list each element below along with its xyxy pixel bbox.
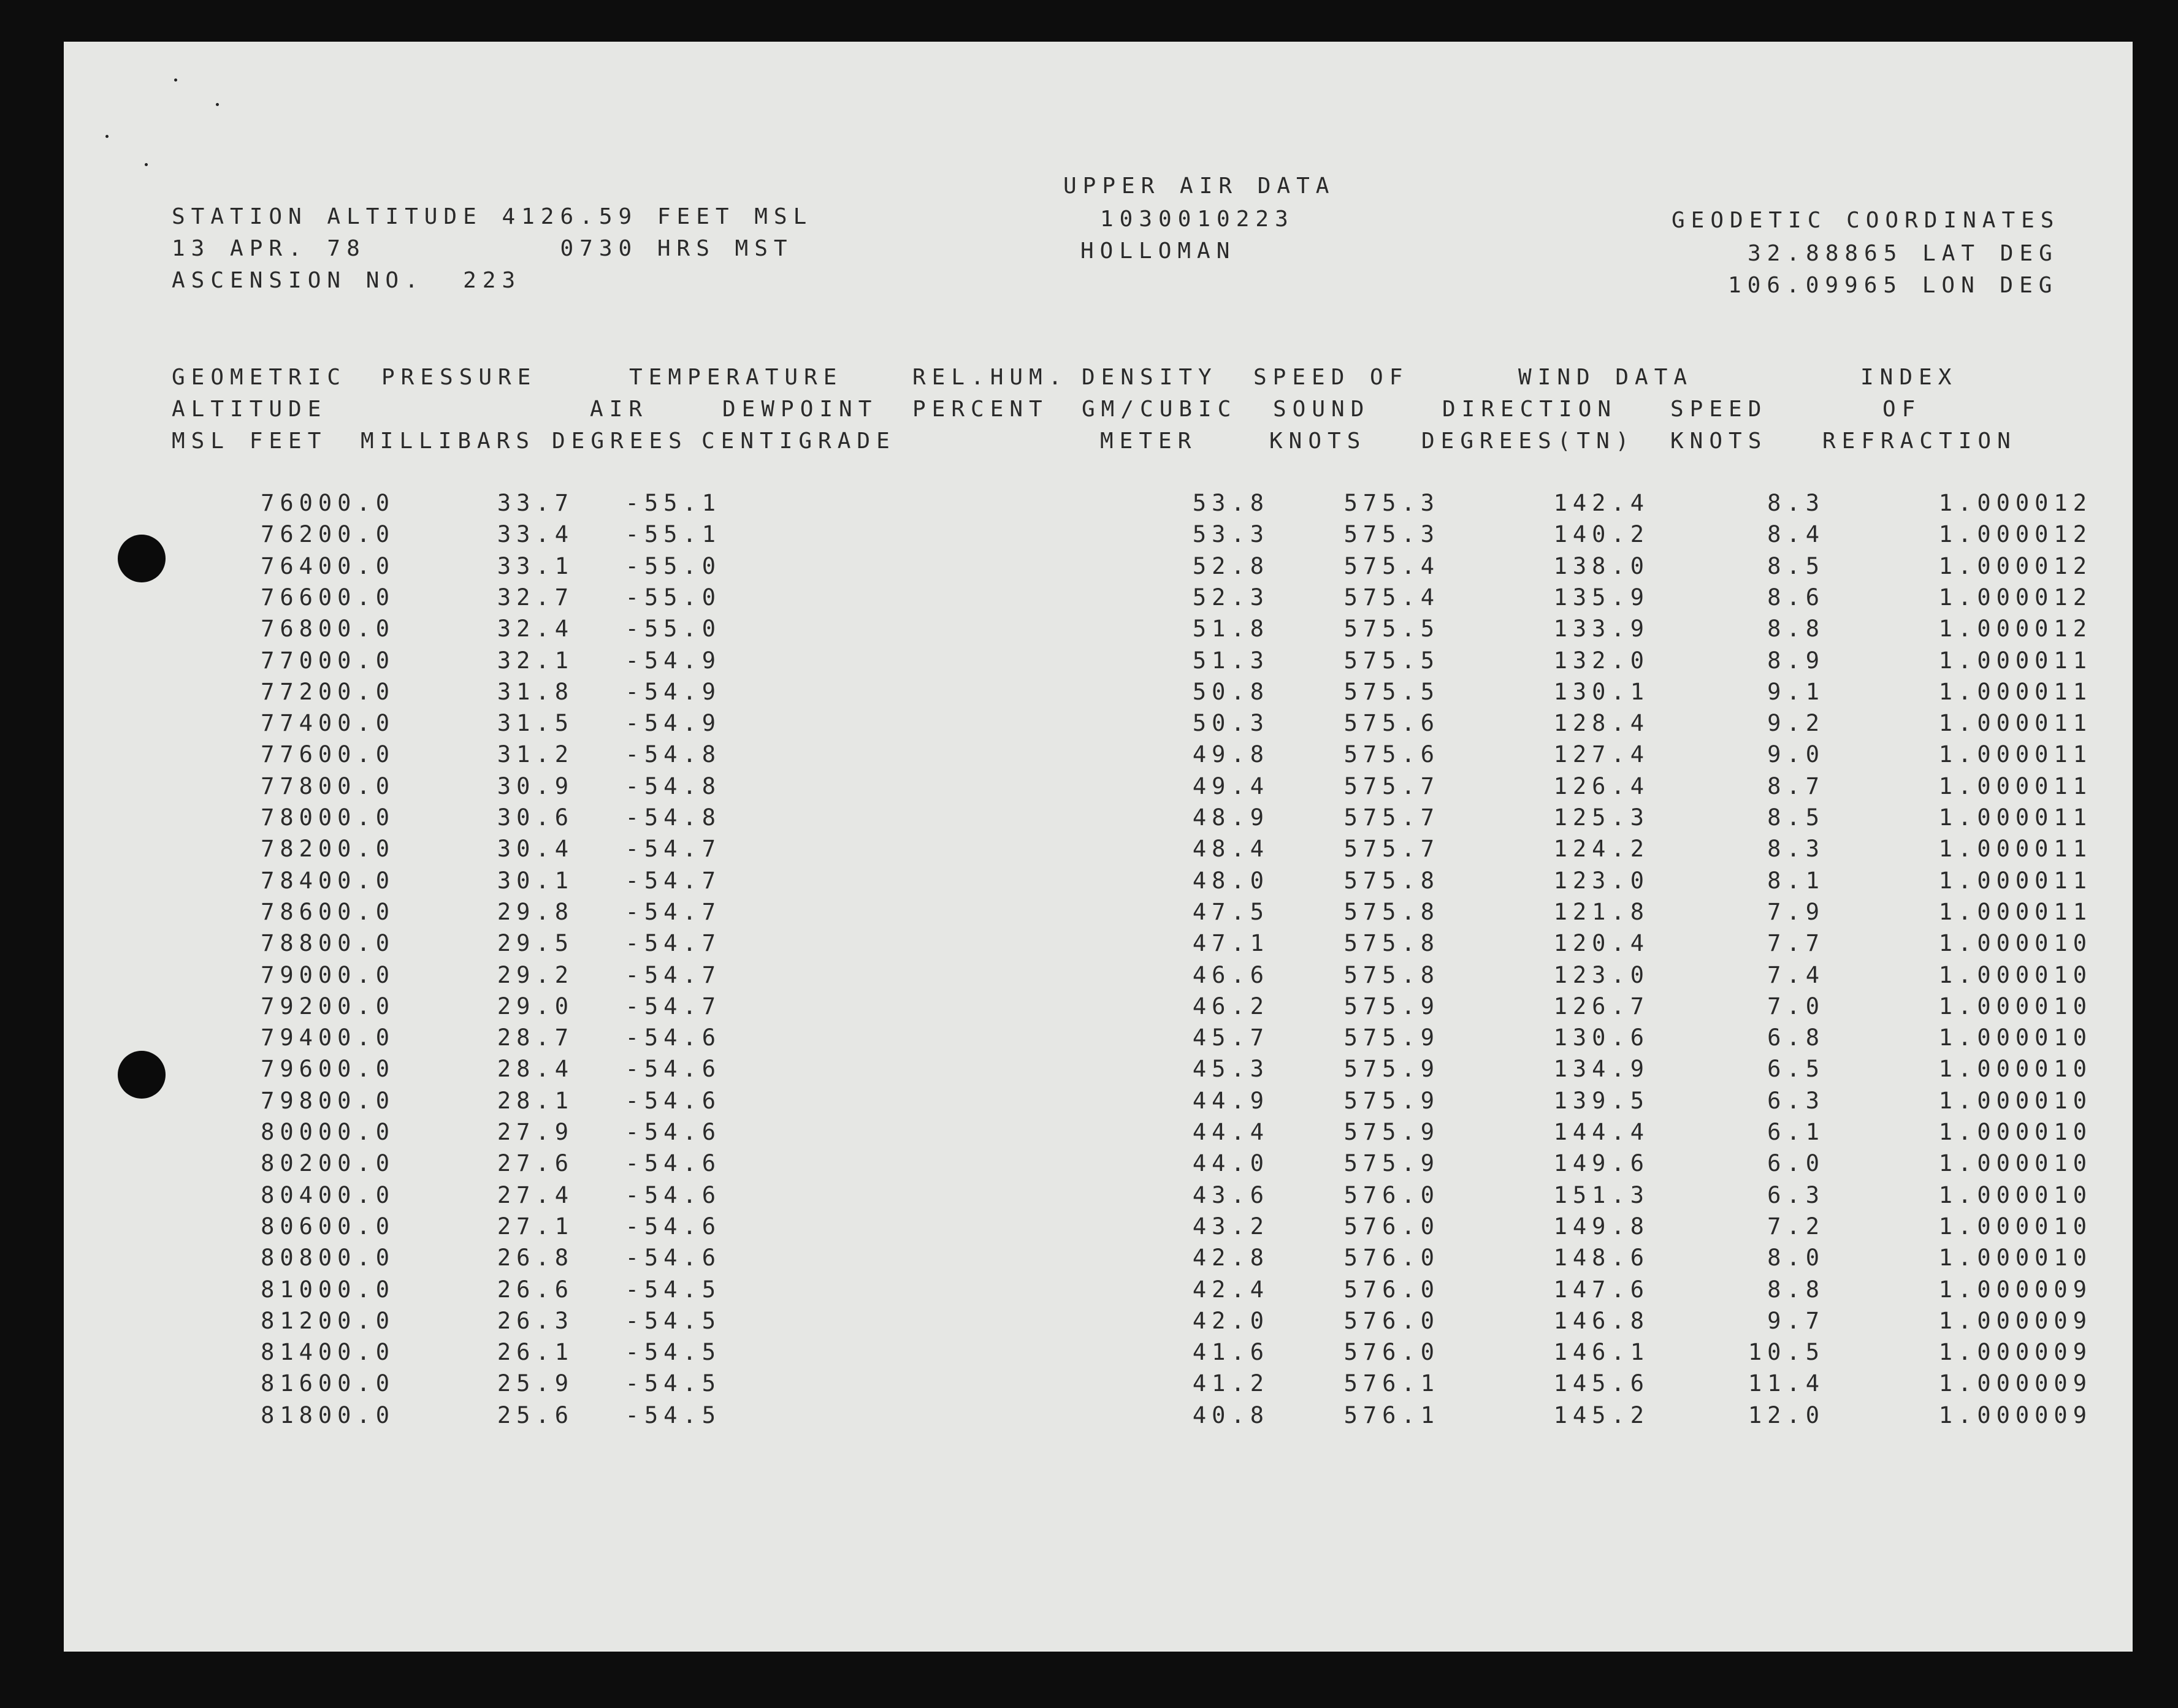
cell-wind-speed: 9.2 (1767, 710, 1825, 737)
cell-air-temp: -55.0 (625, 552, 721, 579)
col-sound: SOUND (1273, 397, 1370, 422)
cell-air-temp: -54.6 (625, 1213, 721, 1240)
cell-air-temp: -55.0 (625, 616, 721, 642)
cell-wind-direction: 130.1 (1553, 678, 1649, 705)
cell-wind-direction: 138.0 (1553, 552, 1649, 579)
cell-pressure: 29.0 (497, 993, 574, 1020)
cell-density: 50.8 (1192, 678, 1269, 705)
cell-pressure: 30.9 (497, 772, 574, 799)
cell-sound-speed: 575.7 (1343, 772, 1440, 799)
col-gm: GM/CUBIC (1082, 397, 1237, 422)
report-id: 1030010223 (1100, 207, 1294, 232)
col-dewpoint: DEWPOINT (722, 397, 878, 422)
cell-wind-speed: 9.1 (1767, 678, 1825, 705)
cell-density: 44.0 (1192, 1150, 1269, 1177)
cell-refraction-index: 1.000011 (1938, 647, 2092, 674)
cell-density: 47.1 (1192, 930, 1269, 957)
station-altitude: STATION ALTITUDE 4126.59 FEET MSL (172, 204, 813, 229)
cell-density: 42.8 (1192, 1245, 1269, 1271)
cell-wind-direction: 126.7 (1553, 993, 1649, 1020)
cell-air-temp: -55.1 (625, 490, 721, 516)
cell-altitude: 80400.0 (261, 1181, 395, 1208)
cell-altitude: 79200.0 (261, 993, 395, 1020)
cell-refraction-index: 1.000010 (1938, 993, 2092, 1020)
col-pressure: PRESSURE (381, 365, 537, 390)
cell-pressure: 32.4 (497, 616, 574, 642)
cell-pressure: 28.4 (497, 1056, 574, 1083)
cell-altitude: 78800.0 (261, 930, 395, 957)
cell-pressure: 31.5 (497, 710, 574, 737)
cell-density: 44.4 (1192, 1119, 1269, 1145)
cell-sound-speed: 575.7 (1343, 804, 1440, 831)
cell-wind-speed: 6.1 (1767, 1119, 1825, 1145)
cell-wind-direction: 148.6 (1553, 1245, 1649, 1271)
cell-density: 40.8 (1192, 1401, 1269, 1428)
cell-wind-speed: 8.6 (1767, 584, 1825, 611)
longitude: 106.09965 LON DEG (1728, 273, 2058, 298)
cell-density: 51.3 (1192, 647, 1269, 674)
cell-sound-speed: 576.0 (1343, 1276, 1440, 1303)
cell-density: 44.9 (1192, 1087, 1269, 1114)
cell-sound-speed: 575.9 (1343, 1024, 1440, 1051)
cell-pressure: 26.1 (497, 1339, 574, 1366)
cell-wind-direction: 125.3 (1553, 804, 1649, 831)
col-msl: MSL FEET (172, 429, 327, 454)
station-name: HOLLOMAN (1080, 238, 1236, 264)
cell-wind-direction: 130.6 (1553, 1024, 1649, 1051)
cell-altitude: 79800.0 (261, 1087, 395, 1114)
cell-altitude: 80000.0 (261, 1119, 395, 1145)
cell-density: 48.4 (1192, 836, 1269, 863)
cell-refraction-index: 1.000011 (1938, 772, 2092, 799)
col-speed: SPEED (1670, 397, 1768, 422)
cell-wind-direction: 133.9 (1553, 616, 1649, 642)
cell-density: 49.8 (1192, 741, 1269, 768)
cell-altitude: 76400.0 (261, 552, 395, 579)
cell-wind-direction: 139.5 (1553, 1087, 1649, 1114)
cell-air-temp: -54.8 (625, 772, 721, 799)
cell-altitude: 78200.0 (261, 836, 395, 863)
ascension-number: ASCENSION NO. 223 (172, 268, 522, 293)
cell-wind-speed: 8.9 (1767, 647, 1825, 674)
cell-pressure: 28.7 (497, 1024, 574, 1051)
cell-air-temp: -54.7 (625, 867, 721, 894)
cell-density: 49.4 (1192, 772, 1269, 799)
cell-refraction-index: 1.000012 (1938, 521, 2092, 548)
cell-wind-direction: 123.0 (1553, 867, 1649, 894)
cell-altitude: 77200.0 (261, 678, 395, 705)
cell-air-temp: -54.8 (625, 804, 721, 831)
cell-wind-speed: 9.7 (1767, 1307, 1825, 1334)
cell-altitude: 78000.0 (261, 804, 395, 831)
cell-wind-direction: 140.2 (1553, 521, 1649, 548)
col-temperature: TEMPERATURE (629, 365, 843, 390)
cell-wind-speed: 8.5 (1767, 804, 1825, 831)
cell-wind-speed: 6.0 (1767, 1150, 1825, 1177)
cell-refraction-index: 1.000012 (1938, 616, 2092, 642)
cell-pressure: 25.9 (497, 1370, 574, 1397)
cell-pressure: 27.4 (497, 1181, 574, 1208)
cell-air-temp: -54.6 (625, 1087, 721, 1114)
cell-pressure: 27.9 (497, 1119, 574, 1145)
cell-air-temp: -54.7 (625, 836, 721, 863)
cell-wind-direction: 127.4 (1553, 741, 1649, 768)
cell-wind-direction: 149.8 (1553, 1213, 1649, 1240)
col-speedof: SPEED OF (1253, 365, 1409, 390)
cell-altitude: 81800.0 (261, 1401, 395, 1428)
cell-wind-direction: 146.1 (1553, 1339, 1649, 1366)
cell-refraction-index: 1.000012 (1938, 552, 2092, 579)
cell-density: 41.2 (1192, 1370, 1269, 1397)
cell-sound-speed: 576.0 (1343, 1307, 1440, 1334)
cell-density: 43.2 (1192, 1213, 1269, 1240)
cell-altitude: 81600.0 (261, 1370, 395, 1397)
cell-altitude: 76200.0 (261, 521, 395, 548)
cell-refraction-index: 1.000010 (1938, 1150, 2092, 1177)
cell-altitude: 81200.0 (261, 1307, 395, 1334)
cell-refraction-index: 1.000009 (1938, 1401, 2092, 1428)
cell-air-temp: -54.8 (625, 741, 721, 768)
cell-wind-speed: 8.3 (1767, 490, 1825, 516)
cell-altitude: 77000.0 (261, 647, 395, 674)
cell-wind-direction: 145.6 (1553, 1370, 1649, 1397)
cell-refraction-index: 1.000012 (1938, 490, 2092, 516)
cell-altitude: 80600.0 (261, 1213, 395, 1240)
cell-density: 43.6 (1192, 1181, 1269, 1208)
cell-altitude: 79400.0 (261, 1024, 395, 1051)
cell-sound-speed: 575.3 (1343, 521, 1440, 548)
cell-pressure: 25.6 (497, 1401, 574, 1428)
col-geometric: GEOMETRIC (172, 365, 347, 390)
punch-hole-top (118, 535, 166, 582)
col-density: DENSITY (1082, 365, 1218, 390)
cell-wind-speed: 6.3 (1767, 1087, 1825, 1114)
cell-pressure: 31.2 (497, 741, 574, 768)
cell-refraction-index: 1.000011 (1938, 898, 2092, 925)
col-millibars: MILLIBARS (361, 429, 536, 454)
cell-sound-speed: 575.5 (1343, 647, 1440, 674)
cell-sound-speed: 575.8 (1343, 898, 1440, 925)
col-direction: DIRECTION (1442, 397, 1618, 422)
cell-wind-direction: 132.0 (1553, 647, 1649, 674)
cell-air-temp: -54.7 (625, 961, 721, 988)
geodetic-title: GEODETIC COORDINATES (1672, 208, 2060, 233)
cell-wind-speed: 7.7 (1767, 930, 1825, 957)
cell-wind-direction: 128.4 (1553, 710, 1649, 737)
cell-wind-direction: 151.3 (1553, 1181, 1649, 1208)
speck (174, 78, 177, 82)
cell-sound-speed: 575.9 (1343, 993, 1440, 1020)
cell-wind-speed: 8.7 (1767, 772, 1825, 799)
punch-hole-bottom (118, 1051, 166, 1099)
cell-pressure: 26.3 (497, 1307, 574, 1334)
cell-density: 46.2 (1192, 993, 1269, 1020)
cell-density: 53.8 (1192, 490, 1269, 516)
cell-sound-speed: 575.5 (1343, 678, 1440, 705)
cell-sound-speed: 575.7 (1343, 836, 1440, 863)
cell-wind-speed: 11.4 (1748, 1370, 1825, 1397)
cell-air-temp: -54.6 (625, 1119, 721, 1145)
cell-density: 42.0 (1192, 1307, 1269, 1334)
cell-wind-direction: 124.2 (1553, 836, 1649, 863)
cell-altitude: 80200.0 (261, 1150, 395, 1177)
cell-air-temp: -54.9 (625, 710, 721, 737)
cell-sound-speed: 575.6 (1343, 741, 1440, 768)
cell-refraction-index: 1.000009 (1938, 1339, 2092, 1366)
cell-altitude: 81400.0 (261, 1339, 395, 1366)
cell-refraction-index: 1.000011 (1938, 710, 2092, 737)
cell-altitude: 78600.0 (261, 898, 395, 925)
cell-pressure: 30.6 (497, 804, 574, 831)
cell-air-temp: -54.7 (625, 898, 721, 925)
cell-density: 46.6 (1192, 961, 1269, 988)
cell-wind-direction: 120.4 (1553, 930, 1649, 957)
cell-density: 45.7 (1192, 1024, 1269, 1051)
cell-air-temp: -54.5 (625, 1307, 721, 1334)
cell-wind-speed: 8.0 (1767, 1245, 1825, 1271)
speck (105, 135, 109, 138)
cell-air-temp: -54.7 (625, 993, 721, 1020)
col-refraction: REFRACTION (1822, 429, 2017, 454)
cell-sound-speed: 575.8 (1343, 930, 1440, 957)
cell-pressure: 33.4 (497, 521, 574, 548)
speck (145, 163, 148, 166)
cell-refraction-index: 1.000011 (1938, 867, 2092, 894)
cell-wind-speed: 8.8 (1767, 616, 1825, 642)
cell-pressure: 33.7 (497, 490, 574, 516)
cell-wind-speed: 7.0 (1767, 993, 1825, 1020)
cell-pressure: 26.6 (497, 1276, 574, 1303)
cell-altitude: 79000.0 (261, 961, 395, 988)
cell-altitude: 78400.0 (261, 867, 395, 894)
cell-refraction-index: 1.000009 (1938, 1307, 2092, 1334)
cell-refraction-index: 1.000012 (1938, 584, 2092, 611)
cell-altitude: 77800.0 (261, 772, 395, 799)
cell-density: 52.8 (1192, 552, 1269, 579)
cell-wind-speed: 6.5 (1767, 1056, 1825, 1083)
cell-density: 48.9 (1192, 804, 1269, 831)
cell-sound-speed: 575.4 (1343, 584, 1440, 611)
cell-density: 52.3 (1192, 584, 1269, 611)
cell-air-temp: -54.6 (625, 1024, 721, 1051)
cell-wind-speed: 9.0 (1767, 741, 1825, 768)
cell-wind-direction: 147.6 (1553, 1276, 1649, 1303)
cell-air-temp: -54.5 (625, 1401, 721, 1428)
cell-sound-speed: 576.1 (1343, 1401, 1440, 1428)
cell-air-temp: -54.9 (625, 678, 721, 705)
col-percent: PERCENT (912, 397, 1049, 422)
cell-sound-speed: 576.0 (1343, 1181, 1440, 1208)
cell-wind-speed: 8.5 (1767, 552, 1825, 579)
cell-wind-speed: 6.8 (1767, 1024, 1825, 1051)
cell-air-temp: -55.0 (625, 584, 721, 611)
cell-sound-speed: 575.9 (1343, 1119, 1440, 1145)
cell-altitude: 80800.0 (261, 1245, 395, 1271)
cell-wind-speed: 10.5 (1748, 1339, 1825, 1366)
cell-sound-speed: 575.9 (1343, 1056, 1440, 1083)
col-index: INDEX (1860, 365, 1958, 390)
cell-sound-speed: 576.1 (1343, 1370, 1440, 1397)
date-time: 13 APR. 78 0730 HRS MST (172, 236, 793, 261)
cell-refraction-index: 1.000010 (1938, 1213, 2092, 1240)
cell-wind-speed: 8.3 (1767, 836, 1825, 863)
cell-density: 50.3 (1192, 710, 1269, 737)
cell-pressure: 30.4 (497, 836, 574, 863)
cell-sound-speed: 576.0 (1343, 1339, 1440, 1366)
cell-sound-speed: 576.0 (1343, 1245, 1440, 1271)
col-knots: KNOTS (1269, 429, 1367, 454)
cell-density: 48.0 (1192, 867, 1269, 894)
cell-wind-direction: 135.9 (1553, 584, 1649, 611)
col-altitude: ALTITUDE (172, 397, 327, 422)
data-sheet (64, 42, 2133, 1652)
report-title: UPPER AIR DATA (1063, 173, 1335, 199)
cell-refraction-index: 1.000010 (1938, 1181, 2092, 1208)
cell-altitude: 76000.0 (261, 490, 395, 516)
cell-refraction-index: 1.000010 (1938, 961, 2092, 988)
cell-wind-direction: 123.0 (1553, 961, 1649, 988)
cell-altitude: 77400.0 (261, 710, 395, 737)
cell-refraction-index: 1.000011 (1938, 804, 2092, 831)
cell-refraction-index: 1.000011 (1938, 836, 2092, 863)
cell-air-temp: -55.1 (625, 521, 721, 548)
cell-sound-speed: 575.9 (1343, 1150, 1440, 1177)
cell-pressure: 27.1 (497, 1213, 574, 1240)
col-knots2: KNOTS (1670, 429, 1768, 454)
cell-pressure: 27.6 (497, 1150, 574, 1177)
cell-pressure: 28.1 (497, 1087, 574, 1114)
cell-refraction-index: 1.000011 (1938, 678, 2092, 705)
cell-sound-speed: 575.4 (1343, 552, 1440, 579)
cell-air-temp: -54.5 (625, 1370, 721, 1397)
cell-refraction-index: 1.000010 (1938, 1024, 2092, 1051)
cell-pressure: 30.1 (497, 867, 574, 894)
cell-density: 45.3 (1192, 1056, 1269, 1083)
cell-density: 53.3 (1192, 521, 1269, 548)
cell-wind-speed: 6.3 (1767, 1181, 1825, 1208)
cell-sound-speed: 575.8 (1343, 961, 1440, 988)
cell-refraction-index: 1.000010 (1938, 1087, 2092, 1114)
col-degtn: DEGREES(TN) (1421, 429, 1635, 454)
cell-refraction-index: 1.000009 (1938, 1370, 2092, 1397)
cell-wind-direction: 126.4 (1553, 772, 1649, 799)
cell-sound-speed: 576.0 (1343, 1213, 1440, 1240)
cell-wind-direction: 146.8 (1553, 1307, 1649, 1334)
cell-pressure: 29.8 (497, 898, 574, 925)
cell-wind-speed: 8.8 (1767, 1276, 1825, 1303)
cell-wind-direction: 144.4 (1553, 1119, 1649, 1145)
cell-wind-speed: 7.9 (1767, 898, 1825, 925)
cell-pressure: 29.2 (497, 961, 574, 988)
cell-wind-direction: 145.2 (1553, 1401, 1649, 1428)
cell-wind-direction: 121.8 (1553, 898, 1649, 925)
cell-wind-speed: 8.4 (1767, 521, 1825, 548)
cell-sound-speed: 575.8 (1343, 867, 1440, 894)
cell-pressure: 32.1 (497, 647, 574, 674)
cell-refraction-index: 1.000010 (1938, 1056, 2092, 1083)
cell-wind-speed: 7.4 (1767, 961, 1825, 988)
cell-wind-speed: 7.2 (1767, 1213, 1825, 1240)
cell-air-temp: -54.7 (625, 930, 721, 957)
col-of: OF (1882, 397, 1922, 422)
cell-air-temp: -54.5 (625, 1276, 721, 1303)
cell-pressure: 32.7 (497, 584, 574, 611)
cell-pressure: 31.8 (497, 678, 574, 705)
cell-density: 51.8 (1192, 616, 1269, 642)
col-relhum: REL.HUM. (912, 365, 1068, 390)
cell-wind-direction: 149.6 (1553, 1150, 1649, 1177)
cell-air-temp: -54.9 (625, 647, 721, 674)
cell-altitude: 76800.0 (261, 616, 395, 642)
cell-density: 42.4 (1192, 1276, 1269, 1303)
col-wind: WIND DATA (1518, 365, 1694, 390)
latitude: 32.88865 LAT DEG (1748, 241, 2058, 266)
cell-refraction-index: 1.000009 (1938, 1276, 2092, 1303)
cell-air-temp: -54.6 (625, 1056, 721, 1083)
col-meter: METER (1100, 429, 1198, 454)
cell-altitude: 76600.0 (261, 584, 395, 611)
cell-altitude: 77600.0 (261, 741, 395, 768)
cell-wind-speed: 8.1 (1767, 867, 1825, 894)
col-centigrade: CENTIGRADE (701, 429, 896, 454)
col-degrees: DEGREES (552, 429, 688, 454)
cell-refraction-index: 1.000010 (1938, 930, 2092, 957)
cell-pressure: 33.1 (497, 552, 574, 579)
cell-pressure: 26.8 (497, 1245, 574, 1271)
cell-pressure: 29.5 (497, 930, 574, 957)
cell-sound-speed: 575.5 (1343, 616, 1440, 642)
cell-wind-speed: 12.0 (1748, 1401, 1825, 1428)
cell-sound-speed: 575.9 (1343, 1087, 1440, 1114)
cell-air-temp: -54.6 (625, 1245, 721, 1271)
cell-air-temp: -54.6 (625, 1181, 721, 1208)
cell-density: 47.5 (1192, 898, 1269, 925)
cell-altitude: 79600.0 (261, 1056, 395, 1083)
cell-wind-direction: 142.4 (1553, 490, 1649, 516)
speck (216, 103, 219, 106)
cell-sound-speed: 575.6 (1343, 710, 1440, 737)
cell-refraction-index: 1.000011 (1938, 741, 2092, 768)
cell-air-temp: -54.5 (625, 1339, 721, 1366)
cell-density: 41.6 (1192, 1339, 1269, 1366)
cell-altitude: 81000.0 (261, 1276, 395, 1303)
cell-refraction-index: 1.000010 (1938, 1119, 2092, 1145)
cell-refraction-index: 1.000010 (1938, 1245, 2092, 1271)
cell-wind-direction: 134.9 (1553, 1056, 1649, 1083)
cell-air-temp: -54.6 (625, 1150, 721, 1177)
cell-sound-speed: 575.3 (1343, 490, 1440, 516)
col-air: AIR (590, 397, 649, 422)
